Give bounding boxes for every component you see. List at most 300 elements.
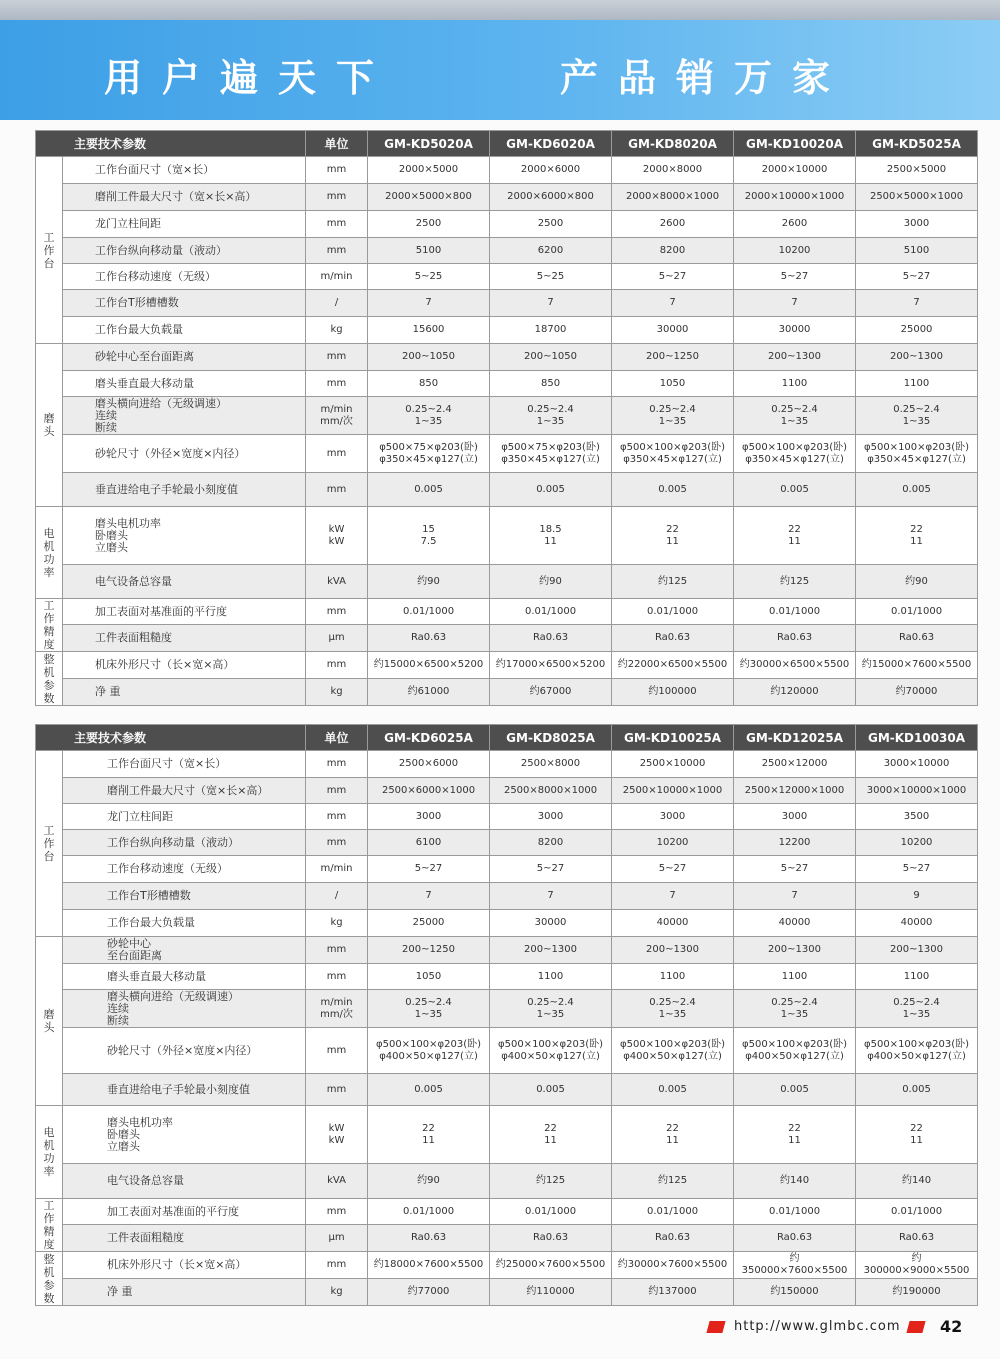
param-value: 2500×10000×1000 — [612, 778, 734, 804]
param-name: 机床外形尺寸（长×宽×高） — [63, 652, 306, 679]
param-value: φ500×100×φ203(卧) φ350×45×φ127(立) — [612, 435, 734, 473]
param-name: 电气设备总容量 — [63, 565, 306, 599]
param-value: 200~1300 — [856, 937, 978, 964]
param-value: 0.25~2.4 1~35 — [734, 397, 856, 435]
model-header: GM-KD5020A — [368, 131, 490, 157]
param-name: 磨头垂直最大移动量 — [63, 964, 306, 990]
param-value: 2000×8000×1000 — [612, 184, 734, 211]
param-value: 7 — [490, 883, 612, 910]
table-row — [36, 507, 978, 565]
param-value: 5~27 — [734, 264, 856, 290]
group-label: 磨 头 — [36, 937, 63, 1106]
spec-table-1 — [35, 130, 978, 706]
table-row — [36, 317, 978, 344]
param-value: 0.01/1000 — [734, 1199, 856, 1225]
param-value: Ra0.63 — [612, 1225, 734, 1252]
param-value: 1100 — [856, 964, 978, 990]
param-name: 工作台移动速度（无级） — [63, 856, 306, 883]
param-value: 200~1300 — [734, 344, 856, 371]
param-value: 0.01/1000 — [612, 1199, 734, 1225]
param-value: 40000 — [856, 910, 978, 937]
param-value: 2500×5000 — [856, 157, 978, 184]
param-value: 30000 — [734, 317, 856, 344]
param-value: 5100 — [856, 238, 978, 264]
param-name: 砂轮中心至台面距离 — [63, 344, 306, 371]
param-unit: mm — [306, 599, 368, 625]
param-value: 5~27 — [734, 856, 856, 883]
param-value: 0.005 — [612, 473, 734, 507]
param-value: 0.25~2.4 1~35 — [368, 990, 490, 1028]
group-label: 磨 头 — [36, 344, 63, 507]
param-value: 约61000 — [368, 679, 490, 706]
param-value: 2500×8000 — [490, 751, 612, 778]
param-value: 30000 — [612, 317, 734, 344]
param-name: 砂轮尺寸（外径×宽度×内径） — [63, 435, 306, 473]
model-header: GM-KD6020A — [490, 131, 612, 157]
param-value: 约17000×6500×5200 — [490, 652, 612, 679]
param-value: 约190000 — [856, 1279, 978, 1306]
param-value: 1050 — [612, 371, 734, 397]
param-unit: mm — [306, 184, 368, 211]
param-value: 22 11 — [734, 1106, 856, 1164]
param-name: 工作台最大负载量 — [63, 910, 306, 937]
table-row — [36, 1199, 978, 1225]
param-value: 约90 — [368, 565, 490, 599]
param-value: 200~1300 — [612, 937, 734, 964]
param-value: 0.25~2.4 1~35 — [856, 990, 978, 1028]
website-url: http://www.glmbc.com — [734, 1319, 901, 1334]
param-unit: m/min — [306, 856, 368, 883]
slogan-right: 产品销万家 — [560, 56, 851, 100]
param-value: 1100 — [856, 371, 978, 397]
param-value: 5~27 — [612, 264, 734, 290]
param-value: 18700 — [490, 317, 612, 344]
param-value: Ra0.63 — [368, 1225, 490, 1252]
param-name: 工作台纵向移动量（液动） — [63, 238, 306, 264]
param-value: 约125 — [612, 1164, 734, 1199]
param-value: 0.25~2.4 1~35 — [856, 397, 978, 435]
param-value: 2000×10000×1000 — [734, 184, 856, 211]
param-value: 10200 — [856, 830, 978, 856]
param-name: 磨削工件最大尺寸（宽×长×高） — [63, 184, 306, 211]
param-value: 2500×12000 — [734, 751, 856, 778]
param-unit: mm — [306, 371, 368, 397]
param-value: 6100 — [368, 830, 490, 856]
param-name: 垂直进给电子手轮最小刻度值 — [63, 473, 306, 507]
param-value: 22 11 — [734, 507, 856, 565]
param-unit: m/min mm/次 — [306, 990, 368, 1028]
param-value: 0.005 — [612, 1074, 734, 1106]
param-value: 0.005 — [490, 1074, 612, 1106]
table-row — [36, 290, 978, 317]
table-row — [36, 344, 978, 371]
param-value: 2000×5000 — [368, 157, 490, 184]
table-row — [36, 1164, 978, 1199]
model-header: GM-KD10025A — [612, 725, 734, 751]
model-header: GM-KD8025A — [490, 725, 612, 751]
param-unit: mm — [306, 830, 368, 856]
param-value: 0.005 — [856, 1074, 978, 1106]
param-value: 7 — [490, 290, 612, 317]
param-value: 约22000×6500×5500 — [612, 652, 734, 679]
table-row — [36, 473, 978, 507]
param-value: 约77000 — [368, 1279, 490, 1306]
param-value: 7 — [734, 290, 856, 317]
param-value: 2600 — [612, 211, 734, 238]
param-value: 3500 — [856, 804, 978, 830]
param-value: 2500×10000 — [612, 751, 734, 778]
param-unit: mm — [306, 804, 368, 830]
param-value: 22 11 — [856, 507, 978, 565]
param-value: 约67000 — [490, 679, 612, 706]
param-value: 7 — [612, 290, 734, 317]
table-row — [36, 1074, 978, 1106]
table-header-row — [36, 131, 978, 157]
unit-header: 单位 — [306, 725, 368, 751]
red-marker-icon — [906, 1321, 925, 1333]
table-row — [36, 264, 978, 290]
table-row — [36, 830, 978, 856]
param-value: 850 — [490, 371, 612, 397]
param-value: φ500×75×φ203(卧) φ350×45×φ127(立) — [490, 435, 612, 473]
param-name: 磨头垂直最大移动量 — [63, 371, 306, 397]
unit-header: 单位 — [306, 131, 368, 157]
param-value: 约140 — [856, 1164, 978, 1199]
slogan-left: 用户遍天下 — [104, 56, 395, 100]
param-name: 工件表面粗糙度 — [63, 1225, 306, 1252]
table-row — [36, 435, 978, 473]
param-unit: kW kW — [306, 507, 368, 565]
param-value: 0.01/1000 — [612, 599, 734, 625]
table-row — [36, 599, 978, 625]
param-value: 0.25~2.4 1~35 — [734, 990, 856, 1028]
param-value: 约350000×7600×5500 — [734, 1252, 856, 1279]
table-row — [36, 371, 978, 397]
param-value: 3000 — [368, 804, 490, 830]
param-value: 200~1300 — [856, 344, 978, 371]
param-unit: kW kW — [306, 1106, 368, 1164]
param-name: 电气设备总容量 — [63, 1164, 306, 1199]
param-unit: mm — [306, 751, 368, 778]
param-name: 龙门立柱间距 — [63, 804, 306, 830]
param-value: 0.005 — [368, 1074, 490, 1106]
param-value: 7 — [734, 883, 856, 910]
param-value: 5~25 — [490, 264, 612, 290]
param-value: Ra0.63 — [856, 625, 978, 652]
param-unit: m/min — [306, 264, 368, 290]
param-name: 加工表面对基准面的平行度 — [63, 599, 306, 625]
param-unit: mm — [306, 652, 368, 679]
param-unit: mm — [306, 435, 368, 473]
model-header: GM-KD12025A — [734, 725, 856, 751]
group-label: 工 作 台 — [36, 751, 63, 937]
top-gray-strip — [0, 0, 1000, 20]
table-row — [36, 1252, 978, 1279]
param-value: 3000×10000 — [856, 751, 978, 778]
param-value: 0.005 — [734, 473, 856, 507]
param-value: φ500×100×φ203(卧) φ400×50×φ127(立) — [734, 1028, 856, 1074]
param-value: 25000 — [856, 317, 978, 344]
param-value: φ500×100×φ203(卧) φ400×50×φ127(立) — [368, 1028, 490, 1074]
param-value: Ra0.63 — [368, 625, 490, 652]
param-value: Ra0.63 — [490, 625, 612, 652]
param-value: 22 11 — [856, 1106, 978, 1164]
param-value: 2500×6000×1000 — [368, 778, 490, 804]
param-value: 7 — [856, 290, 978, 317]
param-unit: mm — [306, 937, 368, 964]
table-row — [36, 964, 978, 990]
param-name: 砂轮中心 至台面距离 — [63, 937, 306, 964]
table-row — [36, 397, 978, 435]
param-value: 约150000 — [734, 1279, 856, 1306]
param-name: 工作台面尺寸（宽×长） — [63, 751, 306, 778]
param-value: 约15000×6500×5200 — [368, 652, 490, 679]
param-unit: mm — [306, 1074, 368, 1106]
table-row — [36, 652, 978, 679]
group-label: 工 作 精 度 — [36, 1199, 63, 1252]
param-value: 约137000 — [612, 1279, 734, 1306]
param-value: 0.01/1000 — [856, 1199, 978, 1225]
param-value: 1100 — [734, 964, 856, 990]
param-value: 约90 — [856, 565, 978, 599]
param-value: 2000×6000 — [490, 157, 612, 184]
param-name: 工件表面粗糙度 — [63, 625, 306, 652]
param-value: 约120000 — [734, 679, 856, 706]
param-value: 40000 — [734, 910, 856, 937]
table-row — [36, 804, 978, 830]
table-row — [36, 883, 978, 910]
param-value: 0.25~2.4 1~35 — [612, 397, 734, 435]
param-value: 25000 — [368, 910, 490, 937]
param-unit: kVA — [306, 1164, 368, 1199]
group-label: 整 机 参 数 — [36, 1252, 63, 1306]
table-row — [36, 184, 978, 211]
param-value: 0.25~2.4 1~35 — [612, 990, 734, 1028]
table-row — [36, 679, 978, 706]
spec-table-2 — [35, 724, 978, 1306]
param-unit: mm — [306, 778, 368, 804]
param-value: 2000×8000 — [612, 157, 734, 184]
param-value: 0.005 — [856, 473, 978, 507]
param-value: Ra0.63 — [856, 1225, 978, 1252]
param-value: 0.25~2.4 1~35 — [368, 397, 490, 435]
param-value: Ra0.63 — [734, 1225, 856, 1252]
group-label: 电 机 功 率 — [36, 1106, 63, 1199]
param-value: 10200 — [612, 830, 734, 856]
model-header: GM-KD8020A — [612, 131, 734, 157]
table-row — [36, 565, 978, 599]
param-value: 2000×5000×800 — [368, 184, 490, 211]
table-row — [36, 937, 978, 964]
param-value: 200~1250 — [612, 344, 734, 371]
param-name: 工作台纵向移动量（液动） — [63, 830, 306, 856]
param-name: 磨头横向进给（无级调速） 连续 断续 — [63, 397, 306, 435]
param-value: 3000 — [734, 804, 856, 830]
group-label: 工 作 精 度 — [36, 599, 63, 652]
param-value: 0.01/1000 — [368, 599, 490, 625]
param-unit: mm — [306, 473, 368, 507]
param-value: 22 11 — [490, 1106, 612, 1164]
param-value: 2000×10000 — [734, 157, 856, 184]
param-unit: kg — [306, 317, 368, 344]
table-row — [36, 1028, 978, 1074]
param-value: Ra0.63 — [734, 625, 856, 652]
param-value: 5~27 — [856, 856, 978, 883]
param-name: 机床外形尺寸（长×宽×高） — [63, 1252, 306, 1279]
param-value: 15 7.5 — [368, 507, 490, 565]
slogan-banner — [0, 20, 1000, 120]
param-value: 200~1050 — [368, 344, 490, 371]
param-value: 约300000×9000×5500 — [856, 1252, 978, 1279]
param-value: 1050 — [368, 964, 490, 990]
param-name: 工作台T形槽槽数 — [63, 883, 306, 910]
param-value: 8200 — [490, 830, 612, 856]
param-value: 3000 — [856, 211, 978, 238]
param-unit: m/min mm/次 — [306, 397, 368, 435]
table-row — [36, 157, 978, 184]
param-unit: kVA — [306, 565, 368, 599]
param-value: 0.005 — [368, 473, 490, 507]
param-value: 0.25~2.4 1~35 — [490, 397, 612, 435]
page-footer — [708, 1316, 978, 1340]
param-value: 0.01/1000 — [856, 599, 978, 625]
param-name: 砂轮尺寸（外径×宽度×内径） — [63, 1028, 306, 1074]
param-value: 5~27 — [612, 856, 734, 883]
param-value: 2000×6000×800 — [490, 184, 612, 211]
table-header-row — [36, 725, 978, 751]
param-value: 0.01/1000 — [490, 1199, 612, 1225]
param-value: 0.25~2.4 1~35 — [490, 990, 612, 1028]
param-value: 200~1050 — [490, 344, 612, 371]
param-name: 加工表面对基准面的平行度 — [63, 1199, 306, 1225]
param-value: 约30000×7600×5500 — [612, 1252, 734, 1279]
param-value: 40000 — [612, 910, 734, 937]
param-value: 约140 — [734, 1164, 856, 1199]
param-name: 磨头横向进给（无级调速） 连续 断续 — [63, 990, 306, 1028]
param-unit: kg — [306, 1279, 368, 1306]
param-value: 5100 — [368, 238, 490, 264]
param-value: 0.01/1000 — [734, 599, 856, 625]
param-unit: / — [306, 883, 368, 910]
param-value: 约125 — [734, 565, 856, 599]
param-name: 龙门立柱间距 — [63, 211, 306, 238]
param-unit: mm — [306, 1028, 368, 1074]
param-value: φ500×100×φ203(卧) φ400×50×φ127(立) — [612, 1028, 734, 1074]
param-value: 1100 — [734, 371, 856, 397]
table-row — [36, 1106, 978, 1164]
param-name: 磨削工件最大尺寸（宽×长×高） — [63, 778, 306, 804]
param-value: 5~27 — [856, 264, 978, 290]
table-row — [36, 211, 978, 238]
table-row — [36, 751, 978, 778]
param-unit: μm — [306, 1225, 368, 1252]
param-value: 约30000×6500×5500 — [734, 652, 856, 679]
param-value: 1100 — [612, 964, 734, 990]
param-value: 7 — [368, 290, 490, 317]
table-row — [36, 625, 978, 652]
model-header: GM-KD10020A — [734, 131, 856, 157]
param-unit: mm — [306, 1199, 368, 1225]
param-value: 18.5 11 — [490, 507, 612, 565]
model-header: GM-KD10030A — [856, 725, 978, 751]
model-header: GM-KD5025A — [856, 131, 978, 157]
param-value: 5~27 — [490, 856, 612, 883]
param-value: 9 — [856, 883, 978, 910]
page-number: 42 — [940, 1317, 963, 1336]
param-value: φ500×75×φ203(卧) φ350×45×φ127(立) — [368, 435, 490, 473]
param-value: 200~1250 — [368, 937, 490, 964]
param-value: 200~1300 — [734, 937, 856, 964]
param-value: 约70000 — [856, 679, 978, 706]
param-value: 约18000×7600×5500 — [368, 1252, 490, 1279]
table-row — [36, 910, 978, 937]
param-unit: kg — [306, 910, 368, 937]
param-unit: mm — [306, 157, 368, 184]
param-value: 0.005 — [734, 1074, 856, 1106]
model-header: GM-KD6025A — [368, 725, 490, 751]
param-name: 工作台移动速度（无级） — [63, 264, 306, 290]
param-value: Ra0.63 — [490, 1225, 612, 1252]
param-name: 磨头电机功率 卧磨头 立磨头 — [63, 1106, 306, 1164]
table-row — [36, 778, 978, 804]
param-value: 约125 — [490, 1164, 612, 1199]
param-value: 850 — [368, 371, 490, 397]
param-unit: mm — [306, 344, 368, 371]
table-row — [36, 1225, 978, 1252]
param-value: 约25000×7600×5500 — [490, 1252, 612, 1279]
param-name: 工作台最大负载量 — [63, 317, 306, 344]
param-value: φ500×100×φ203(卧) φ400×50×φ127(立) — [490, 1028, 612, 1074]
param-value: 2500×8000×1000 — [490, 778, 612, 804]
param-value: 8200 — [612, 238, 734, 264]
param-value: 约110000 — [490, 1279, 612, 1306]
param-value: 22 11 — [368, 1106, 490, 1164]
param-value: 22 11 — [612, 1106, 734, 1164]
param-unit: μm — [306, 625, 368, 652]
param-value: 12200 — [734, 830, 856, 856]
param-value: 30000 — [490, 910, 612, 937]
param-unit: mm — [306, 964, 368, 990]
param-value: 10200 — [734, 238, 856, 264]
param-value: 约100000 — [612, 679, 734, 706]
param-value: φ500×100×φ203(卧) φ400×50×φ127(立) — [856, 1028, 978, 1074]
param-value: 0.01/1000 — [368, 1199, 490, 1225]
param-value: 0.005 — [490, 473, 612, 507]
param-value: Ra0.63 — [612, 625, 734, 652]
param-value: 2500×12000×1000 — [734, 778, 856, 804]
param-unit: mm — [306, 1252, 368, 1279]
table-row — [36, 1279, 978, 1306]
param-unit: mm — [306, 211, 368, 238]
group-label: 电 机 功 率 — [36, 507, 63, 599]
group-label: 整 机 参 数 — [36, 652, 63, 706]
param-value: 2500×6000 — [368, 751, 490, 778]
param-header: 主要技术参数 — [36, 131, 306, 157]
param-value: 1100 — [490, 964, 612, 990]
param-value: 5~27 — [368, 856, 490, 883]
param-value: φ500×100×φ203(卧) φ350×45×φ127(立) — [856, 435, 978, 473]
param-value: 约90 — [368, 1164, 490, 1199]
group-label: 工 作 台 — [36, 157, 63, 344]
table-row — [36, 238, 978, 264]
param-value: 约15000×7600×5500 — [856, 652, 978, 679]
table-row — [36, 990, 978, 1028]
table-row — [36, 856, 978, 883]
param-value: φ500×100×φ203(卧) φ350×45×φ127(立) — [734, 435, 856, 473]
param-name: 工作台面尺寸（宽×长） — [63, 157, 306, 184]
param-name: 磨头电机功率 卧磨头 立磨头 — [63, 507, 306, 565]
param-value: 约90 — [490, 565, 612, 599]
